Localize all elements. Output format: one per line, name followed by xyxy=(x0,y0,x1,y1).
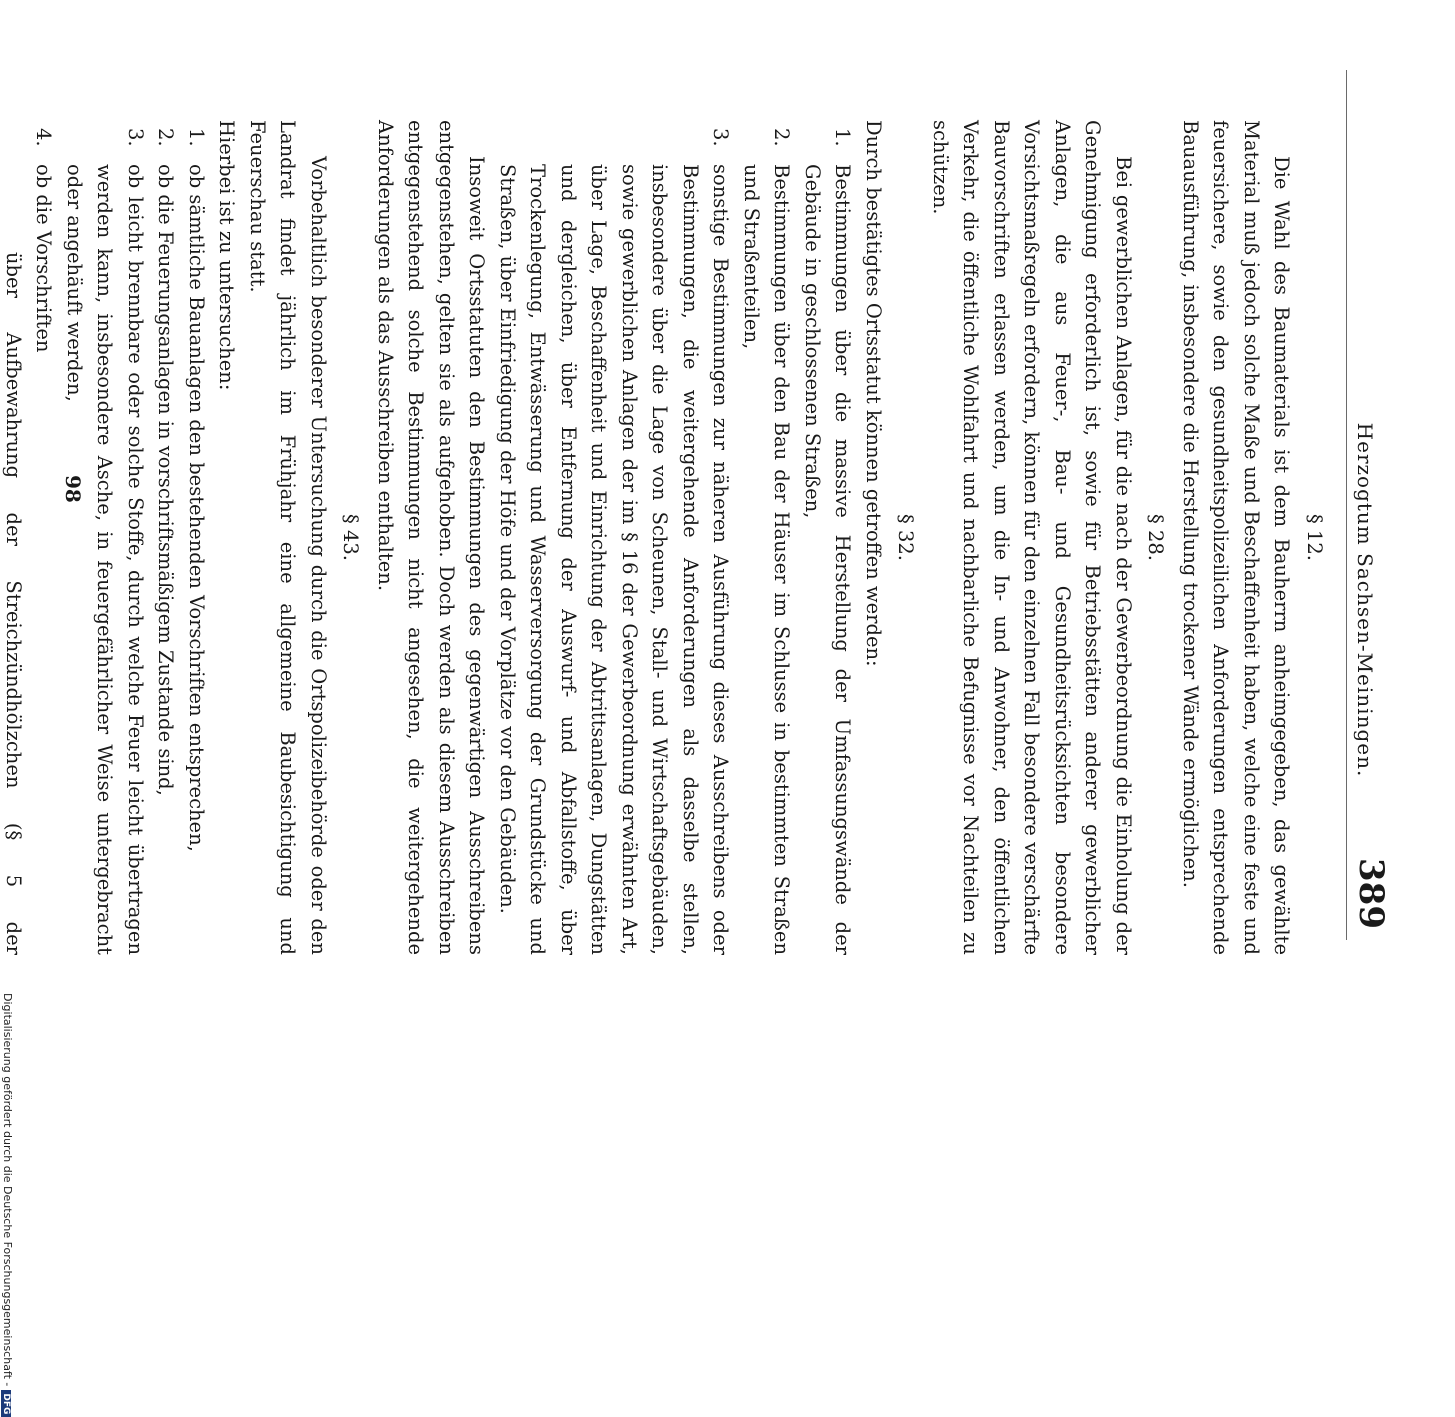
section-12-text: Die Wahl des Baumaterials ist dem Bauherrn anheimgegeben, das gewählte Material muß jedoch solche Maße und Beschaffenheit haben, welche eine feste und feuersichere, sowie den gesundheitspolizeilichen Anforderungen entsprechende Bauausführung, insbesondere die Herstellung trockener Wände ermöglichen. xyxy=(1179,120,1294,955)
list-item xyxy=(797,120,858,955)
section-43-text: Vorbehaltlich besonderer Untersuchung durch die Ortspolizeibehörde oder den Landrat findet jährlich im Frühjahr eine allgemeine Baubesichtigung und Feuerschau statt. xyxy=(246,120,330,955)
section-32-closing: Insoweit Ortsstatuten den Bestimmungen des gegenwärtigen Ausschreibens entgegenstehen, gelten sie als aufgehoben. Doch werden als diesem Ausschreiben entgegenstehend solche Bestimmungen nicht angesehen, die weitergehende Anforderungen als das Ausschreiben enthalten. xyxy=(374,120,489,955)
list-item-text: sonstige Bestimmungen zur näheren Ausführung dieses Ausschreibens oder Bestimmungen, die weitergehende Anforderungen als dasselbe stellen, insbesondere über die Lage von Scheunen, Stall- und Wirtschaftsgebäuden, sowie gewerblichen Anlagen der im § 16 der Gewerbeordnung erwähnten Art, über Lage, Beschaffenheit und Einrichtung der Abtrittsanlagen, Dungstätten und dergleichen, über Entfernung der Auswurf- und Abfallstoffe, über Trockenlegung, Entwässerung und Wasserversorgung der Grundstücke und Straßen, über Einfriedigung der Höfe und der Vorplätze vor den Gebäuden. xyxy=(496,164,733,955)
list-item-text: ob die Feuerungsanlagen in vorschriftsmäßigem Zustande sind, xyxy=(154,164,178,796)
list-item-number: 2. xyxy=(154,128,178,147)
list-item xyxy=(181,120,212,955)
header-rule xyxy=(1346,70,1347,940)
list-item-text: Bestimmungen über die massive Herstellung der Umfassungswände der Gebäude in geschlossenen Straßen, xyxy=(801,164,855,955)
list-item-text: ob die Vorschriften xyxy=(32,164,56,353)
list-item xyxy=(736,120,797,955)
section-43-intro: Hierbei ist zu untersuchen: xyxy=(215,120,239,391)
list-item-text: Bestimmungen über den Bau der Häuser im Schlusse in bestimmten Straßen und Straßenteilen, xyxy=(740,164,794,955)
list-item xyxy=(492,120,736,955)
digitization-credit xyxy=(1,993,14,1417)
list-item-continuation: über Aufbewahrung der Streichzündhölzchen (§ 5 der xyxy=(2,252,25,955)
section-heading-43: § 43. xyxy=(339,514,363,561)
section-heading-28: § 28. xyxy=(1144,514,1168,561)
list-item xyxy=(150,120,181,955)
page-number: 389 xyxy=(1351,858,1391,929)
text-column xyxy=(0,120,1333,955)
dfg-logo-icon: DFG xyxy=(1,1390,11,1417)
list-item-number: 1. xyxy=(831,128,855,147)
list-item-number: 1. xyxy=(185,128,208,147)
list-item-number: 3. xyxy=(124,128,147,147)
credit-text: Digitalisierung gefördert durch die Deutsche Forschungsgemeinschaft - xyxy=(1,993,14,1387)
section-heading-12: § 12. xyxy=(1303,514,1326,561)
list-item xyxy=(59,120,151,955)
running-head: Herzogtum Sachsen-Meiningen. xyxy=(1353,422,1377,778)
list-item-number: 2. xyxy=(770,128,794,147)
section-32-intro: Durch bestätigtes Ortsstatut können getroffen werden: xyxy=(862,120,885,667)
list-item-number: 3. xyxy=(709,128,733,147)
list-item xyxy=(28,120,59,955)
list-item-number: 4. xyxy=(32,128,56,147)
section-28-text: Bei gewerblichen Anlagen, für die nach der Gewerbeordnung die Einholung der Genehmigung erforderlich ist, sowie für Betriebsstätten anderer gewerblicher Anlagen, die aus Feuer-, Bau- und Gesundheitsrücksichten besondere Vorsichtsmaßregeln erfordern, können für den einzelnen Fall besondere verschärfte Bauvorschriften erlassen werden, um die In- und Anwohner, den öffentlichen Verkehr, die öffentliche Wohlfahrt und nachbarliche Befugnisse vor Nachteilen zu schützen. xyxy=(929,120,1135,955)
section-heading-32: § 32. xyxy=(894,514,918,561)
sheet-number: 98 xyxy=(61,475,85,503)
list-item-text: ob sämtliche Bauanlagen den bestehenden Vorschriften entsprechen, xyxy=(185,164,208,852)
list-item-text: ob leicht brennbare oder solche Stoffe, durch welche Feuer leicht übertragen werden kann, insbesondere Asche, in feuergefährlicher Weise untergebracht oder angehäuft werden, xyxy=(63,164,147,955)
